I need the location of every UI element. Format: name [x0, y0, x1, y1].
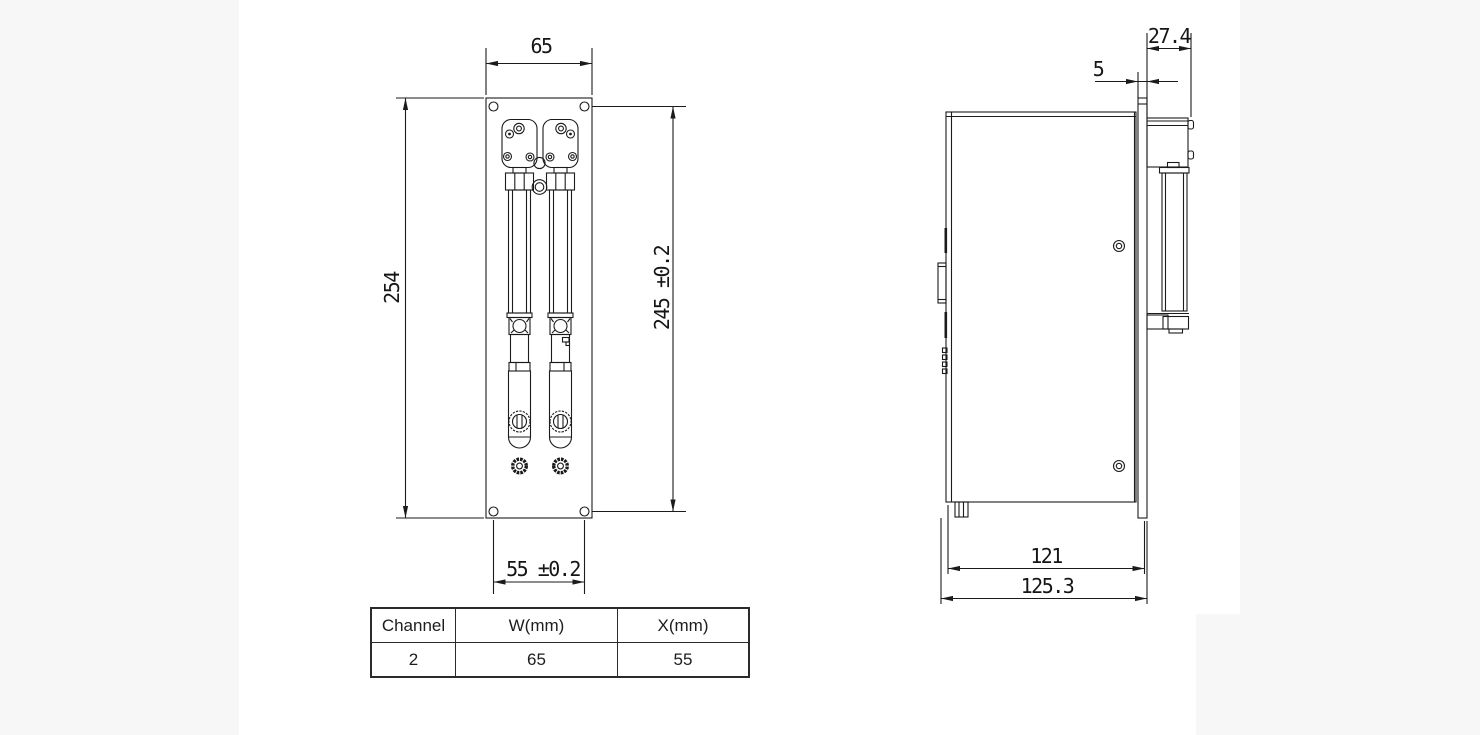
spec-table — [370, 607, 750, 678]
spec-value-channel: 2 — [371, 643, 456, 678]
dim-label-125-3: 125.3 — [1020, 574, 1074, 598]
dimension-panel-thickness — [1093, 57, 1178, 98]
spec-table-header-row — [371, 608, 749, 643]
flowmeter-side-profile — [1147, 118, 1194, 333]
dim-label-27-4: 27.4 — [1147, 24, 1191, 48]
dimension-width-bottom — [494, 520, 585, 594]
dimension-height-left — [380, 98, 484, 518]
side-panel-plate — [1138, 98, 1147, 518]
dimension-width-top — [486, 34, 592, 95]
spec-value-x: 55 — [618, 643, 750, 678]
dimension-height-right — [592, 107, 686, 512]
spec-header-channel: Channel — [371, 608, 456, 643]
side-view — [938, 24, 1194, 604]
dimension-protrusion — [1147, 24, 1192, 117]
dim-label-245: 245 ±0.2 — [650, 245, 674, 331]
dim-label-65: 65 — [530, 34, 552, 58]
cover-screws — [1114, 241, 1125, 472]
spec-table-data-row — [371, 643, 749, 678]
dim-label-5: 5 — [1092, 57, 1104, 81]
spec-header-x: X(mm) — [618, 608, 750, 643]
dimension-body-depth — [948, 505, 1145, 574]
spec-header-w: W(mm) — [456, 608, 618, 643]
bottom-feet — [955, 502, 968, 517]
dim-label-121: 121 — [1030, 544, 1062, 568]
spec-value-w: 65 — [456, 643, 618, 678]
front-view — [380, 34, 686, 594]
dim-label-55: 55 ±0.2 — [506, 557, 580, 581]
flow-channel-left — [502, 120, 537, 473]
side-body-outline — [946, 112, 1136, 502]
flow-channel-right — [543, 120, 578, 473]
dim-label-254: 254 — [380, 272, 404, 304]
